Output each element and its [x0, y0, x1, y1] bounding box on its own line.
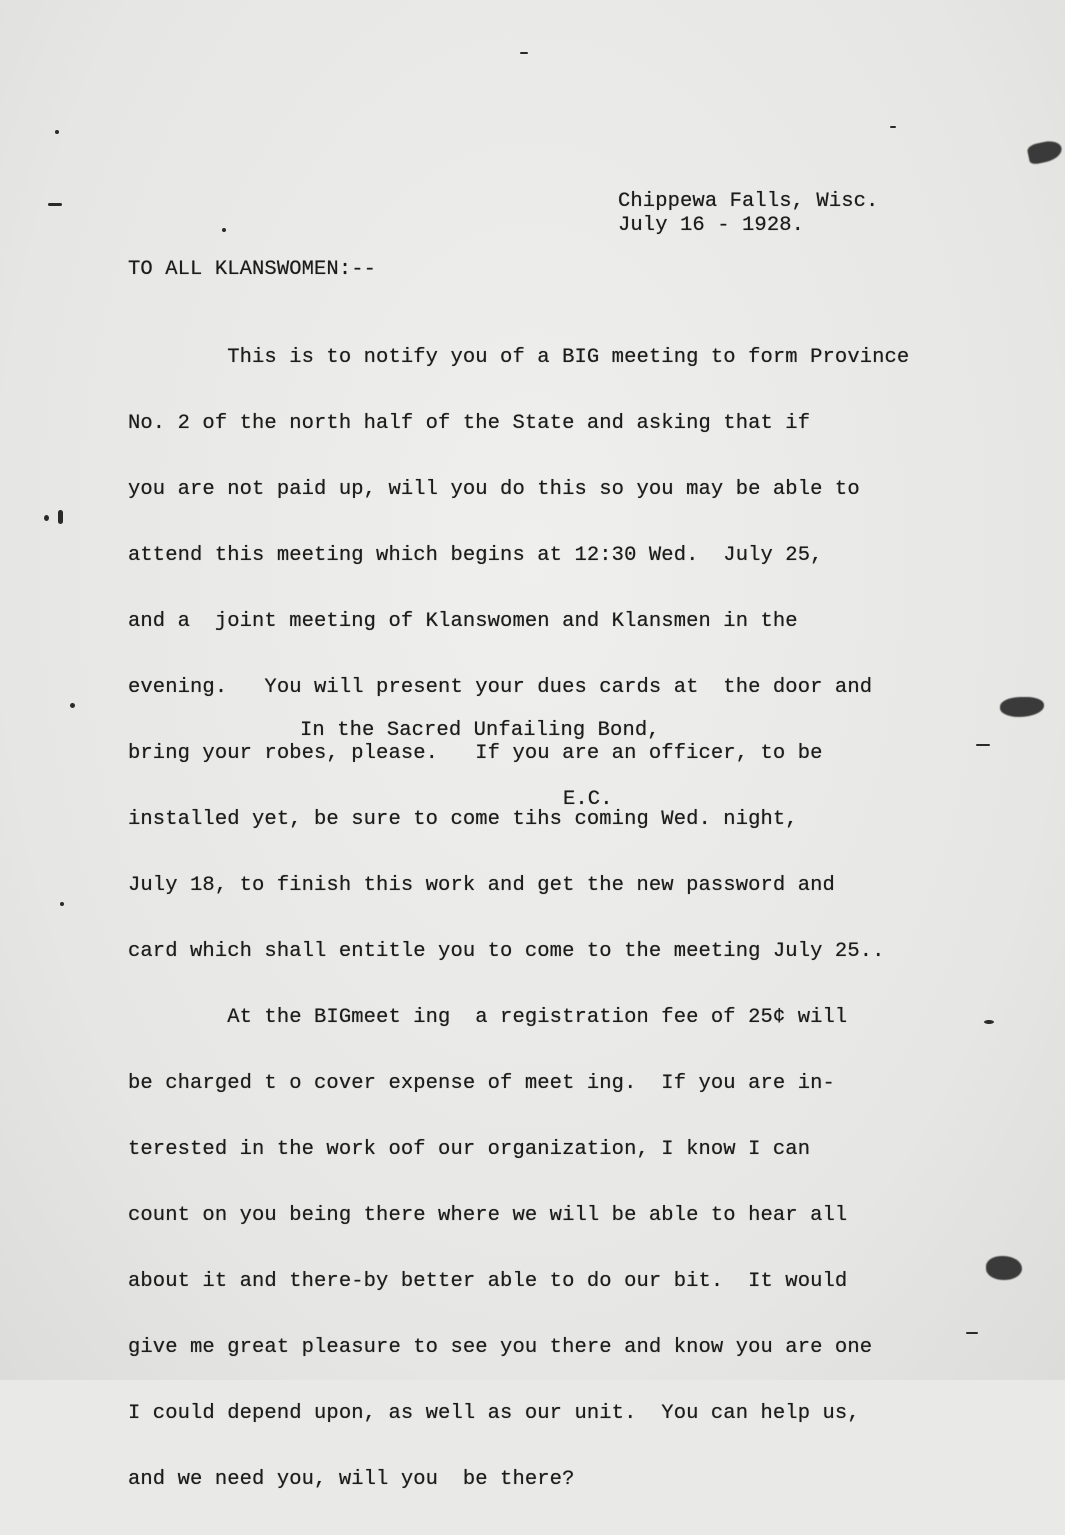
body-line: and we need you, will you be there?	[128, 1468, 575, 1491]
paper-speck	[976, 744, 990, 746]
body-line: evening. You will present your dues cards at the door and	[128, 676, 873, 699]
paper-speck	[44, 515, 49, 521]
paper-speck	[58, 510, 63, 524]
body-line: attend this meeting which begins at 12:30 Wed. July 25,	[128, 544, 823, 567]
paper-speck	[520, 52, 528, 54]
body-line: give me great pleasure to see you there and know you are one	[128, 1336, 873, 1359]
body-line: No. 2 of the north half of the State and asking that if	[128, 412, 811, 435]
paper-speck	[55, 130, 59, 134]
paper-speck	[890, 126, 896, 128]
paper-speck	[70, 703, 75, 708]
letter-place: Chippewa Falls, Wisc.	[618, 190, 879, 213]
body-line: I could depend upon, as well as our unit. You can help us,	[128, 1402, 860, 1425]
body-line: terested in the work oof our organization, I know I can	[128, 1138, 811, 1161]
ink-blot	[1000, 697, 1044, 717]
body-line: July 18, to finish this work and get the new password and	[128, 874, 835, 897]
paper-speck	[60, 902, 64, 906]
paper-speck	[966, 1332, 978, 1334]
letter-closing: In the Sacred Unfailing Bond,	[300, 719, 660, 742]
body-line: and a joint meeting of Klanswomen and Klansmen in the	[128, 610, 798, 633]
letter-salutation: TO ALL KLANSWOMEN:--	[128, 258, 377, 281]
body-line: about it and there-by better able to do our bit. It would	[128, 1270, 848, 1293]
paper-speck	[984, 1020, 994, 1024]
body-line: At the BIGmeet ing a registration fee of 25¢ will	[128, 1006, 848, 1029]
letter-date: July 16 - 1928.	[618, 214, 805, 237]
body-line: bring your robes, please. If you are an officer, to be	[128, 742, 823, 765]
paper-speck	[48, 203, 62, 206]
ink-blot	[986, 1256, 1022, 1280]
body-line: you are not paid up, will you do this so you may be able to	[128, 478, 860, 501]
letter-signature: E.C.	[563, 788, 613, 811]
body-line: be charged t o cover expense of meet ing. If you are in-	[128, 1072, 835, 1095]
body-line: count on you being there where we will be able to hear all	[128, 1204, 848, 1227]
body-line: This is to notify you of a BIG meeting to form Province	[128, 346, 910, 369]
body-line: card which shall entitle you to come to the meeting July 25..	[128, 940, 885, 963]
body-line: installed yet, be sure to come tihs coming Wed. night,	[128, 808, 798, 831]
paper-speck	[222, 228, 226, 232]
letter-body	[128, 303, 909, 1535]
ink-blot	[1026, 139, 1063, 166]
